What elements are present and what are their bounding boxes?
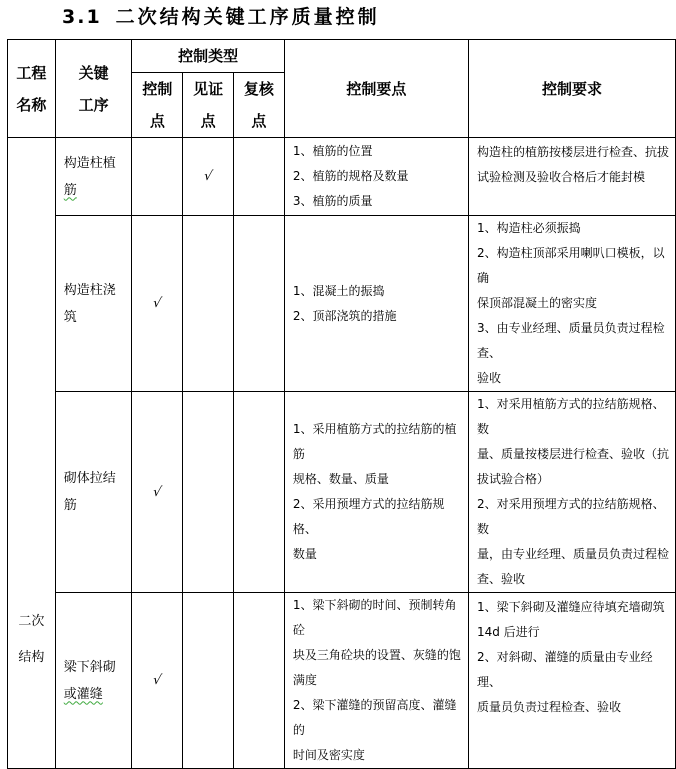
review-point-cell (234, 392, 285, 593)
control-point-cell (132, 593, 183, 769)
project-name-text: 结构 (18, 650, 45, 665)
requirement-line: 2、对斜砌、灌缝的质量由专业经理、 (476, 650, 653, 689)
section-title-text: 二次结构关键工序质量控制 (115, 6, 380, 28)
control-point-cell (132, 392, 183, 593)
process-text: 砌体拉结 (63, 471, 116, 486)
requirement-line: 3、由专业经理、质量员负责过程检查、 (476, 321, 665, 360)
header-text: 控制 (142, 80, 173, 98)
control-points-cell (284, 392, 468, 593)
header-text: 复核 (243, 80, 274, 98)
project-name-cell (8, 138, 56, 769)
quality-control-table (7, 39, 676, 769)
header-text: 关键 (78, 63, 109, 82)
requirement-line: 1、梁下斜砌及灌缝应待填充墙砌筑 (476, 600, 665, 614)
header-text: 工序 (78, 95, 109, 114)
point-line: 数量 (292, 547, 317, 561)
project-name-text: 二次 (18, 614, 45, 629)
table-row (8, 392, 676, 593)
requirement-line: 查、验收 (476, 572, 525, 586)
process-cell (55, 138, 132, 216)
process-text: 筑 (63, 309, 77, 325)
check-icon: √ (151, 673, 163, 688)
point-line: 时间及密实度 (292, 748, 365, 762)
control-requirements-cell (468, 216, 675, 392)
requirement-line: 试验检测及验收合格后才能封模 (476, 170, 645, 184)
header-witness-point (183, 73, 234, 138)
process-text: 构造柱浇 (63, 282, 116, 298)
point-line: 2、顶部浇筑的措施 (292, 308, 397, 323)
witness-point-cell (183, 216, 234, 392)
process-text: 梁下斜砌 (63, 659, 116, 675)
control-points-cell (284, 216, 468, 392)
requirement-line: 构造柱的植筋按楼层进行检查、抗拔 (476, 145, 669, 159)
header-text: 见证 (193, 80, 224, 98)
control-requirements-cell (468, 392, 675, 593)
process-cell (55, 392, 132, 593)
process-text: 筋 (63, 182, 77, 198)
process-cell (55, 216, 132, 392)
point-line: 1、梁下斜砌的时间、预制转角砼 (292, 598, 457, 637)
requirement-line: 质量员负责过程检查、验收 (476, 700, 621, 714)
point-line: 3、植筋的质量 (292, 194, 373, 208)
requirement-line: 保顶部混凝土的密实度 (476, 296, 597, 310)
header-key-process (55, 40, 132, 138)
process-cell (55, 593, 132, 769)
check-icon: √ (151, 296, 163, 311)
point-line: 规格、数量、质量 (292, 472, 389, 486)
witness-point-cell (183, 593, 234, 769)
check-icon: √ (202, 169, 214, 184)
requirement-line: 量、质量按楼层进行检查、验收（抗 (476, 447, 669, 461)
header-control-points: 控制要点 (284, 40, 468, 138)
control-requirements-cell (468, 138, 675, 216)
point-line: 2、梁下灌缝的预留高度、灌缝的 (292, 698, 457, 737)
review-point-cell (234, 216, 285, 392)
process-text: 筋 (63, 498, 77, 513)
header-control-requirements: 控制要求 (468, 40, 675, 138)
process-text: 构造柱植 (63, 155, 116, 171)
requirement-line: 2、构造柱顶部采用喇叭口模板，以确 (476, 246, 665, 285)
header-review-point (234, 73, 285, 138)
point-line: 块及三角砼块的设置、灰缝的饱 (292, 648, 461, 662)
table-row (8, 216, 676, 392)
header-text: 点 (251, 112, 267, 130)
point-line: 1、植筋的位置 (292, 144, 373, 158)
section-number: 3.1 (62, 6, 102, 28)
requirement-line: 14d 后进行 (476, 625, 540, 639)
point-line: 1、采用植筋方式的拉结筋的植筋 (292, 422, 457, 461)
requirement-line: 1、对采用植筋方式的拉结筋规格、数 (476, 397, 665, 436)
control-point-cell (132, 138, 183, 216)
point-line: 2、采用预埋方式的拉结筋规格、 (292, 497, 445, 536)
process-text: 或灌缝 (63, 686, 103, 702)
witness-point-cell (183, 138, 234, 216)
point-line: 1、混凝土的振捣 (292, 283, 385, 298)
header-control-type: 控制类型 (132, 40, 284, 73)
point-line: 满度 (292, 673, 317, 687)
control-points-cell (284, 593, 468, 769)
header-control-point (132, 73, 183, 138)
requirement-line: 2、对采用预埋方式的拉结筋规格、数 (476, 497, 665, 536)
header-text: 名称 (16, 95, 47, 114)
header-text: 工程 (16, 63, 47, 82)
header-text: 点 (149, 112, 165, 130)
control-point-cell (132, 216, 183, 392)
witness-point-cell (183, 392, 234, 593)
table-row (8, 593, 676, 769)
review-point-cell (234, 138, 285, 216)
table-row (8, 138, 676, 216)
requirement-line: 量，由专业经理、质量员负责过程检 (476, 547, 669, 561)
requirement-line: 验收 (476, 371, 501, 385)
header-project-name (8, 40, 56, 138)
check-icon: √ (151, 484, 163, 500)
review-point-cell (234, 593, 285, 769)
section-title (62, 4, 380, 30)
requirement-line: 1、构造柱必须振捣 (476, 221, 581, 235)
point-line: 2、植筋的规格及数量 (292, 169, 409, 183)
requirement-line: 拔试验合格） (476, 472, 549, 486)
header-text: 点 (200, 112, 216, 130)
control-points-cell (284, 138, 468, 216)
control-requirements-cell (468, 593, 675, 769)
